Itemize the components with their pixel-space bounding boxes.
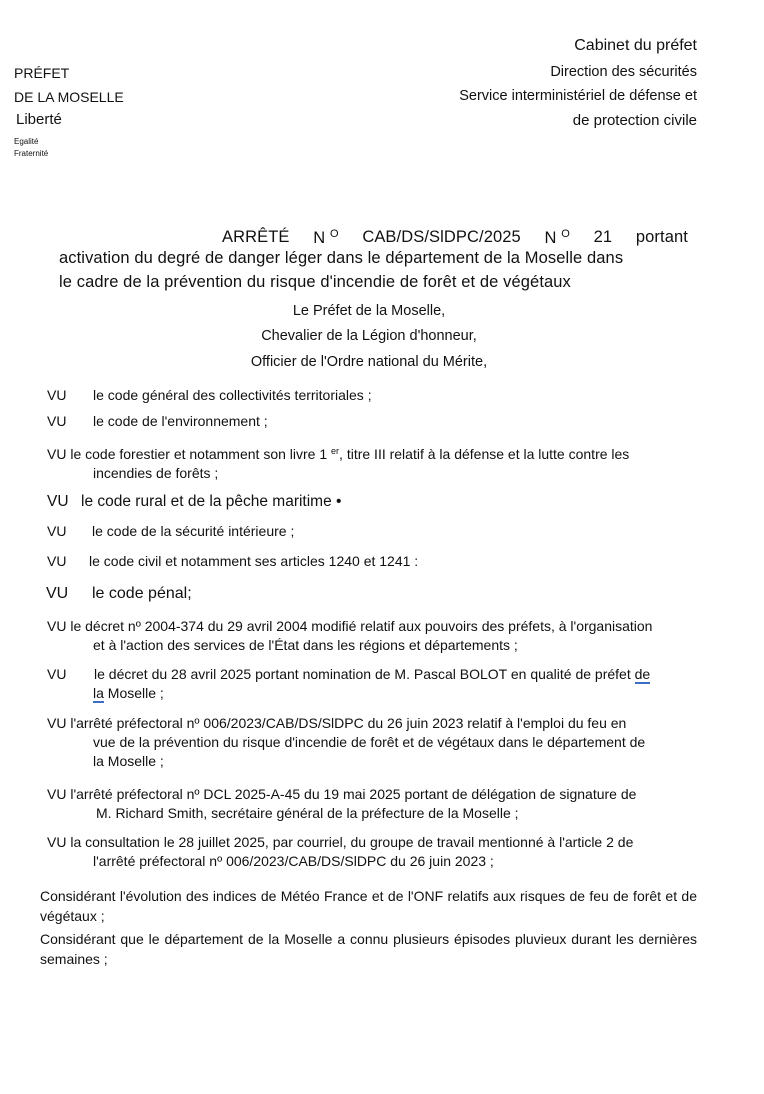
cabinet-title: Cabinet du préfet bbox=[574, 37, 697, 54]
vu-item: VU l'arrêté préfectoral nº 006/2023/CAB/DS/SlDPC du 26 juin 2023 relatif à l'emploi du feu en vue de la prévention du risque d'incendie de forêt et de végétaux dans le département de la Moselle ; bbox=[47, 715, 646, 769]
title-ref: CAB/DS/SlDPC/2025 bbox=[362, 228, 521, 246]
service-title-line2: de protection civile bbox=[572, 112, 697, 129]
considerant-1: Considérant l'évolution des indices de Météo France et de l'ONF relatifs aux risques de feu de forêt et de végétaux ; bbox=[40, 888, 697, 924]
title-line2: activation du degré de danger léger dans le département de la Moselle dans bbox=[59, 249, 624, 267]
title-arrete: ARRÊTÉ bbox=[222, 228, 290, 246]
prefet-label: PRÉFET bbox=[14, 65, 70, 81]
title-line3: le cadre de la prévention du risque d'incendie de forêt et de végétaux bbox=[59, 273, 571, 291]
vu-item: VU le code rural et de la pêche maritime • bbox=[47, 493, 342, 510]
liberte-motto: Liberté bbox=[16, 111, 62, 128]
service-title-line1: Service interministériel de défense et bbox=[459, 88, 697, 104]
egalite-motto: Egalité bbox=[14, 137, 39, 146]
moselle-label: DE LA MOSELLE bbox=[14, 89, 124, 105]
title-line1 bbox=[222, 228, 688, 248]
vu-item: VU le code civil et notamment ses articles 1240 et 1241 : bbox=[47, 553, 419, 569]
title-portant: portant bbox=[635, 228, 688, 246]
vu-item: VU la consultation le 28 juillet 2025, par courriel, du groupe de travail mentionné à l'article 2 de l'arrêté préfectoral nº 006/2023/CAB/DS/SlDPC du 26 juin 2023 ; bbox=[47, 834, 634, 869]
title-num: 21 bbox=[593, 228, 613, 246]
vu-item: VU le code forestier et notamment son livre 1 $^{er}$, titre III relatif à la défense et la lutte contre les incendies de forêts ; bbox=[47, 446, 630, 481]
vu-item: VU l'arrêté préfectoral nº DCL 2025-A-45 du 19 mai 2025 portant de délégation de signature de M. Richard Smith, secrétaire général de la préfecture de la Moselle ; bbox=[47, 786, 637, 821]
vu-item: VU le décret du 28 avril 2025 portant nomination de M. Pascal BOLOT en qualité de préfet de la Moselle ; bbox=[47, 666, 651, 701]
prefect-line2: Chevalier de la Légion d'honneur, bbox=[261, 328, 477, 344]
vu-item: VU le décret nº 2004-374 du 29 avril 2004 modifié relatif aux pouvoirs des préfets, à l'organisation et à l'action des services de l'État dans les régions et départements ; bbox=[47, 618, 653, 653]
fraternite-motto: Fraternité bbox=[14, 149, 49, 158]
vu-item: VU le code général des collectivités territoriales ; bbox=[47, 387, 372, 403]
direction-title: Direction des sécurités bbox=[550, 64, 697, 80]
considerant-2: Considérant que le département de la Moselle a connu plusieurs épisodes pluvieux durant les dernières semaines ; bbox=[40, 931, 697, 967]
prefect-line1: Le Préfet de la Moselle, bbox=[292, 303, 446, 319]
vu-item: VU le code pénal; bbox=[46, 585, 192, 602]
title-n1: N $^O$ bbox=[313, 228, 339, 247]
vu-item: VU le code de la sécurité intérieure ; bbox=[47, 523, 295, 539]
title-n2: N $^O$ bbox=[544, 228, 570, 247]
prefect-line3: Officier de l'Ordre national du Mérite, bbox=[250, 354, 488, 370]
vu-item: VU le code de l'environnement ; bbox=[47, 413, 268, 429]
